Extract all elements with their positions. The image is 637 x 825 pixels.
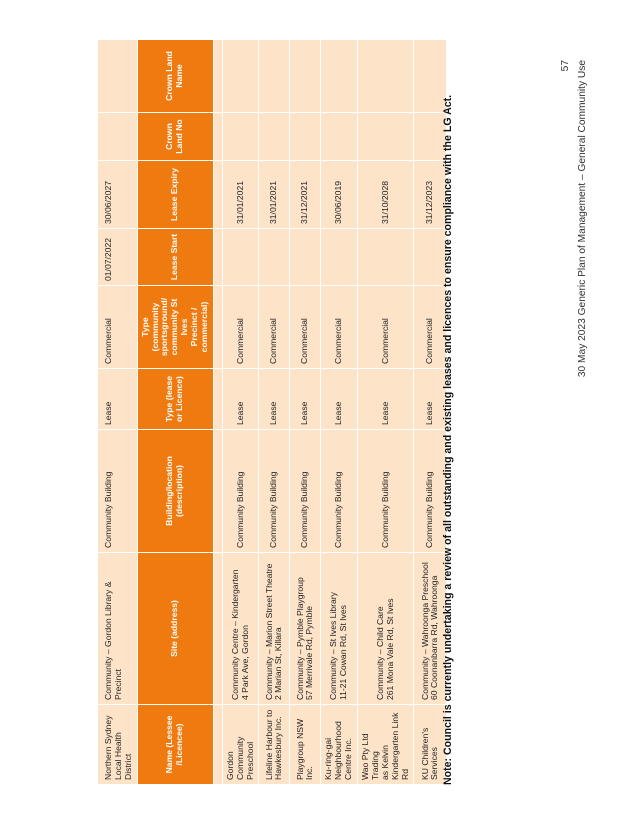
page-footer — [560, 60, 588, 377]
cell-crown-land-name — [290, 40, 321, 113]
cell-purpose: Commercial — [290, 286, 321, 369]
cell-name — [259, 705, 290, 785]
header-crown-land-name: Crown Land Name — [137, 40, 213, 113]
cell-lease-start — [321, 229, 358, 286]
cell-type: Lease — [321, 369, 358, 430]
cell-line: Land No — [174, 119, 185, 154]
cell-site — [358, 553, 414, 705]
cell-line: Name (Lessee — [164, 715, 175, 774]
cell-lease-start — [290, 229, 321, 286]
cell-building: Community Building — [222, 430, 259, 553]
cell-line: Community – St Ives Library — [328, 592, 339, 700]
table-row — [358, 40, 414, 785]
cell-building: Community Building — [98, 430, 138, 553]
cell-line: Community – Pymble Playgroup — [294, 577, 305, 700]
cell-purpose: Commercial — [259, 286, 290, 369]
cell-building: Community Building — [358, 430, 414, 553]
cell-line: Type — [139, 317, 150, 337]
cell-lease-start — [222, 229, 259, 286]
spacer-cell — [213, 705, 222, 785]
cell-line: Wao Pty Ltd Trading — [360, 733, 380, 780]
cell-type: Lease — [222, 369, 259, 430]
cell-line: Crown — [164, 123, 175, 150]
cell-crown-land-no — [358, 113, 414, 161]
cell-line: Community Centre – Kindergarten — [229, 569, 240, 700]
cell-lease-start — [259, 229, 290, 286]
spacer-cell — [213, 553, 222, 705]
cell-name — [321, 705, 358, 785]
header-lease-start: Lease Start — [137, 229, 213, 286]
cell-line: 57 Merrivale Rd, Pymble — [304, 605, 315, 700]
cell-name — [358, 705, 414, 785]
cell-line: Lifeline Harbour to — [263, 709, 274, 780]
cell-lease-expiry: 31/01/2021 — [222, 161, 259, 229]
cell-type: Lease — [98, 369, 138, 430]
cell-line: Precinct / — [189, 307, 199, 347]
cell-line: 261 Mona Vale Rd, St Ives — [384, 598, 395, 700]
cell-purpose: Commercial — [222, 286, 259, 369]
cell-crown-land-no — [259, 113, 290, 161]
cell-site — [98, 553, 138, 705]
cell-lease-start — [358, 229, 414, 286]
review-note: Note: Council is currently undertaking a review of all outstanding and existing leases and licences to ensure compliance with the LG Act. — [442, 94, 454, 785]
header-building: Building/location (description) — [137, 430, 213, 553]
spacer-cell — [213, 161, 222, 229]
cell-name — [98, 705, 138, 785]
cell-line: Local Health District — [112, 732, 133, 780]
leases-table-body — [98, 40, 447, 785]
table-row — [259, 40, 290, 785]
table-header-row — [137, 40, 213, 785]
spacer-cell — [213, 229, 222, 286]
cell-site — [259, 553, 290, 705]
cell-site — [290, 553, 321, 705]
cell-line: Hawkesbury Inc. — [273, 716, 284, 780]
cell-type: Lease — [290, 369, 321, 430]
cell-lease-expiry: 31/12/2023 — [414, 161, 447, 229]
cell-crown-land-name — [358, 40, 414, 113]
table-spacer-row — [213, 40, 222, 785]
cell-lease-expiry: 31/01/2021 — [259, 161, 290, 229]
spacer-cell — [213, 286, 222, 369]
cell-line: community St Ives — [169, 298, 190, 356]
cell-crown-land-name — [222, 40, 259, 113]
cell-crown-land-no — [290, 113, 321, 161]
cell-site — [222, 553, 259, 705]
footer-text: 30 May 2023 Generic Plan of Management – General Community Use — [577, 60, 588, 378]
cell-line: (community — [149, 302, 160, 352]
cell-line: Preschool — [244, 741, 255, 780]
cell-lease-expiry: 31/12/2021 — [290, 161, 321, 229]
cell-line: Neighbourhood — [333, 721, 344, 780]
cell-crown-land-name — [98, 40, 138, 113]
page-number: 57 — [560, 60, 571, 72]
cell-line: 4 Park Ave, Gordon — [239, 625, 250, 700]
spacer-cell — [213, 430, 222, 553]
cell-site — [321, 553, 358, 705]
cell-purpose: Commercial — [414, 286, 447, 369]
cell-name — [290, 705, 321, 785]
cell-line: Gordon Community — [224, 736, 245, 780]
cell-line: 11-21 Cowan Rd, St Ives — [338, 605, 349, 700]
cell-crown-land-no — [321, 113, 358, 161]
cell-crown-land-name — [259, 40, 290, 113]
cell-line: commercial) — [198, 301, 209, 353]
cell-line: as Kelvin — [379, 745, 390, 780]
cell-type: Lease — [259, 369, 290, 430]
cell-line: Precinct — [112, 668, 123, 700]
cell-line: Playgroup NSW Inc. — [294, 718, 315, 780]
header-name — [137, 705, 213, 785]
cell-line: Ku-ring-gai — [323, 737, 334, 780]
header-lease-expiry: Lease Expiry — [137, 161, 213, 229]
table-row — [290, 40, 321, 785]
cell-building: Community Building — [259, 430, 290, 553]
cell-line: /Licencee) — [174, 723, 185, 766]
cell-line: sportsground/ — [159, 297, 170, 357]
cell-line: Type (lease — [164, 375, 175, 423]
cell-line: Community – Marion Street Theatre — [263, 563, 274, 700]
cell-building: Community Building — [414, 430, 447, 553]
cell-lease-expiry: 30/06/2019 — [321, 161, 358, 229]
cell-type: Lease — [414, 369, 447, 430]
cell-lease-expiry: 31/10/2028 — [358, 161, 414, 229]
header-type — [137, 369, 213, 430]
cell-line: or Licence) — [174, 376, 185, 422]
spacer-cell — [213, 369, 222, 430]
header-site: Site (address) — [137, 553, 213, 705]
cell-building: Community Building — [321, 430, 358, 553]
cell-building: Community Building — [290, 430, 321, 553]
cell-line: Community – Gordon Library & — [103, 581, 113, 700]
cell-crown-land-name — [321, 40, 358, 113]
table-row — [321, 40, 358, 785]
cell-line: Centre Inc. — [343, 737, 354, 780]
cell-line: Kindergarten Link Rd — [389, 712, 410, 780]
cell-purpose: Commercial — [321, 286, 358, 369]
table-row — [222, 40, 259, 785]
cell-crown-land-no — [98, 113, 138, 161]
header-purpose — [137, 286, 213, 369]
cell-type: Lease — [358, 369, 414, 430]
leases-table — [97, 39, 447, 785]
cell-purpose: Commercial — [358, 286, 414, 369]
spacer-cell — [213, 40, 222, 113]
cell-name — [222, 705, 259, 785]
cell-crown-land-no — [222, 113, 259, 161]
cell-lease-start: 01/07/2022 — [98, 229, 138, 286]
cell-line: KU Children's Services — [419, 727, 440, 780]
cell-line: 60 Coonanbarra Rd, Wahroonga — [429, 575, 440, 700]
table-row — [98, 40, 138, 785]
cell-purpose: Commercial — [98, 286, 138, 369]
cell-line: 2 Marian St, Killara — [273, 627, 284, 700]
cell-lease-expiry: 30/06/2027 — [98, 161, 138, 229]
cell-line: Community – Wahroonga Preschool — [419, 562, 430, 700]
cell-line: Community – Child Care — [374, 606, 385, 700]
header-crown-land-no — [137, 113, 213, 161]
cell-line: Northern Sydney — [103, 715, 113, 780]
spacer-cell — [213, 113, 222, 161]
